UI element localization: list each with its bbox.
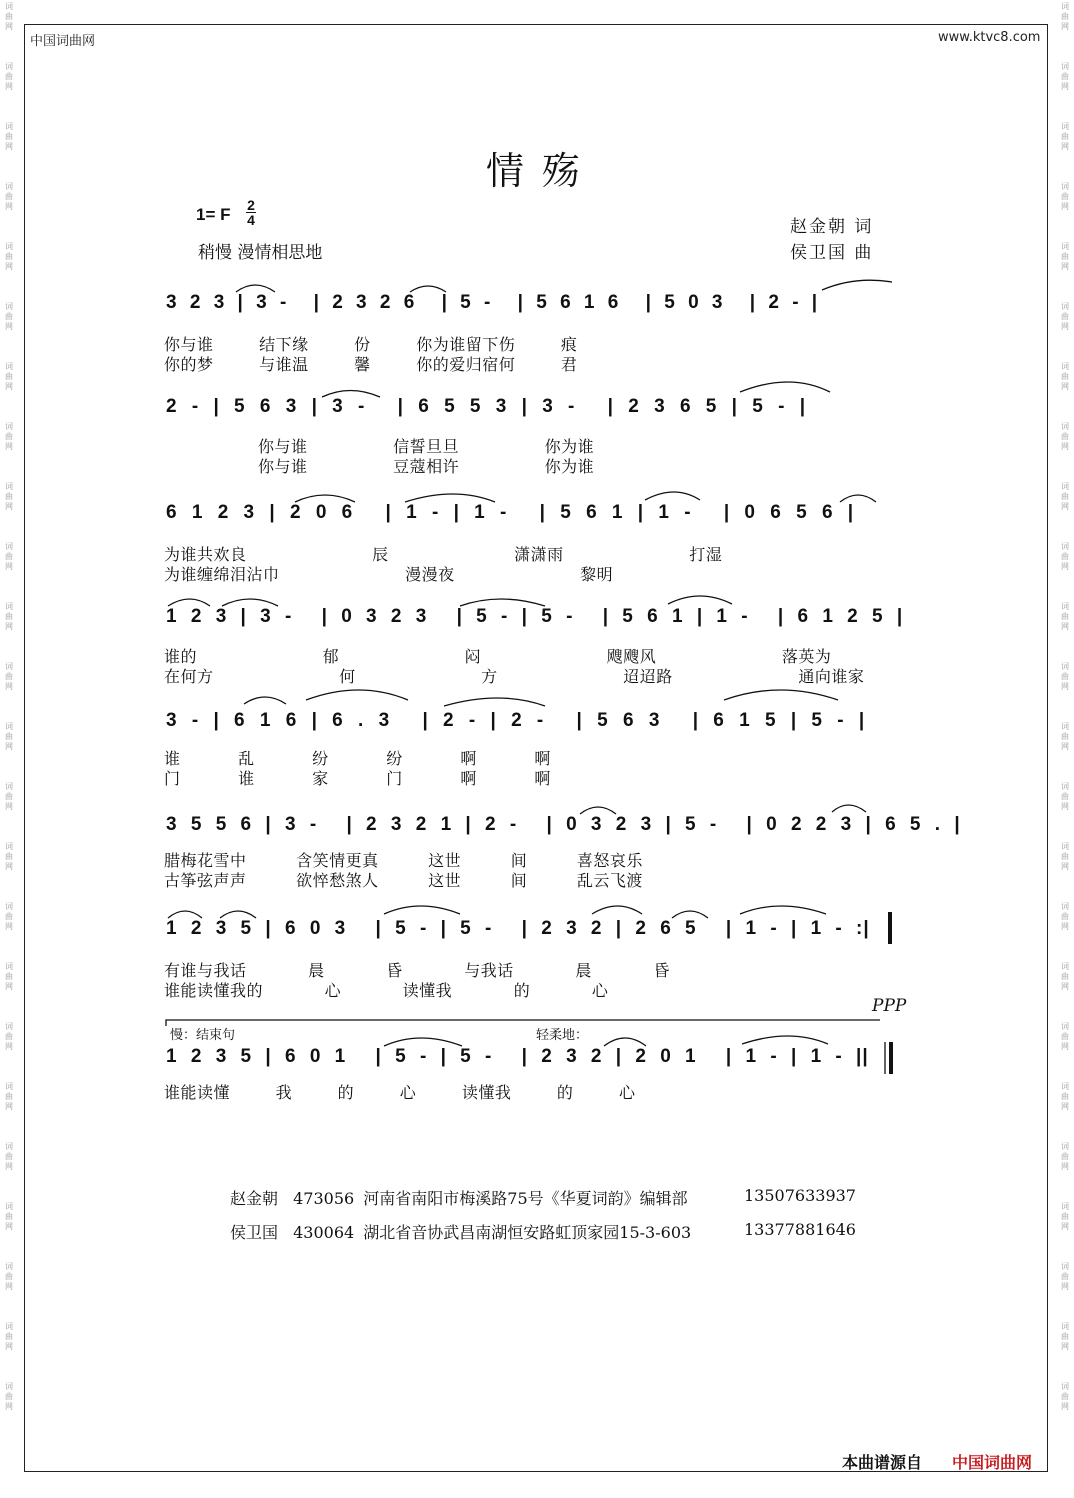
side-stamp: 词 曲 网 xyxy=(5,1082,13,1111)
measure-group: | 0 3 2 3 xyxy=(321,606,428,627)
side-stamp: 词 曲 网 xyxy=(1061,1082,1069,1111)
notation-row-5 xyxy=(166,710,865,732)
time-bottom: 4 xyxy=(247,212,255,228)
tie-arc xyxy=(168,911,202,918)
lyric-row-1-verse-2: 你的梦 与谁温 馨 你的爱归宿何 君 xyxy=(164,355,578,374)
key-signature: 1= F xyxy=(196,205,231,224)
side-stamp: 词 曲 网 xyxy=(1061,662,1069,691)
measure-group: | 5 0 3 xyxy=(645,292,724,313)
side-stamp: 词 曲 网 xyxy=(5,482,13,511)
side-stamp: 词 曲 网 xyxy=(5,242,13,271)
measure-group: 3 2 3 | 3 - xyxy=(166,292,288,313)
notation-row-7 xyxy=(166,918,870,940)
notation-row-8 xyxy=(166,1046,869,1068)
tie-arc xyxy=(840,495,876,502)
measure-group: | 5 6 1 6 xyxy=(517,292,620,313)
site-url-right[interactable]: www.ktvc8.com xyxy=(938,30,1041,45)
measure-group: | 1 - | 1 - xyxy=(385,502,508,523)
tie-arc xyxy=(384,1038,462,1046)
side-stamp: 词 曲 网 xyxy=(5,602,13,631)
measure-group: | 2 - | 2 - xyxy=(422,710,545,731)
tie-arc xyxy=(460,599,545,606)
measure-group: | 2 - | xyxy=(749,292,819,313)
side-stamp: 词 曲 网 xyxy=(1061,1322,1069,1351)
composer-credit: 侯卫国 曲 xyxy=(790,243,874,263)
lyric-row-5-verse-2: 门 谁 家 门 啊 啊 xyxy=(164,769,551,788)
notation-row-3 xyxy=(166,502,854,524)
side-stamp: 词 曲 网 xyxy=(5,1142,13,1171)
side-stamp: 词 曲 网 xyxy=(5,542,13,571)
measure-group: 1 2 3 | 3 - xyxy=(166,606,293,627)
lyric-row-8: 谁能读懂 我 的 心 读懂我 的 心 xyxy=(164,1083,636,1102)
side-stamp: 词 曲 网 xyxy=(1061,1202,1069,1231)
side-stamp: 词 曲 网 xyxy=(5,1202,13,1231)
tie-arc xyxy=(220,911,256,918)
tempo-marking: 稍慢 漫情相思地 xyxy=(198,243,323,263)
measure-group: | 5 - | 5 - xyxy=(375,918,493,939)
notation-row-2 xyxy=(166,396,806,418)
tie-arc xyxy=(580,807,616,814)
tie-arc xyxy=(832,805,866,812)
side-stamp: 词 曲 网 xyxy=(1061,362,1069,391)
lyric-row-2-verse-1: 你与谁 信誓旦旦 你为谁 xyxy=(258,437,595,456)
contact-phone: 13377881646 xyxy=(744,1220,856,1239)
tie-arc xyxy=(405,494,495,502)
side-stamp: 词 曲 网 xyxy=(1061,962,1069,991)
lyric-row-3-verse-2: 为谁缠绵泪沾巾 漫漫夜 黎明 xyxy=(164,565,614,584)
measure-group: | 0 2 2 3 | 6 5 . | xyxy=(746,814,961,835)
measure-group: | 2 3 2 1 | 2 - xyxy=(346,814,518,835)
side-stamp: 词 曲 网 xyxy=(1061,182,1069,211)
lyric-row-5-verse-1: 谁 乱 纷 纷 啊 啊 xyxy=(164,749,551,768)
side-stamp: 词 曲 网 xyxy=(5,1382,13,1411)
tie-arc xyxy=(236,285,275,292)
side-stamp: 词 曲 网 xyxy=(1061,242,1069,271)
side-stamp: 词 曲 网 xyxy=(1061,422,1069,451)
side-stamp: 词 曲 网 xyxy=(5,1322,13,1351)
tie-arc xyxy=(444,698,545,706)
measure-group: | 5 6 3 xyxy=(576,710,661,731)
side-stamp: 词 曲 网 xyxy=(1061,302,1069,331)
measure-group: | 1 - | 1 - :| xyxy=(725,918,870,939)
tie-arc xyxy=(740,906,826,914)
measure-group: | 2 3 2 6 xyxy=(313,292,416,313)
lyric-row-6-verse-2: 古筝弦声声 欲悴愁煞人 这世 间 乱云飞渡 xyxy=(164,871,643,890)
contact-name: 侯卫国 xyxy=(230,1223,279,1242)
side-stamp: 词 曲 网 xyxy=(1061,542,1069,571)
lyric-row-4-verse-2: 在何方 何 方 迢迢路 通向谁家 xyxy=(164,667,865,686)
measure-group: | 0 3 2 3 | 5 - xyxy=(546,814,718,835)
lyric-row-2-verse-2: 你与谁 豆蔻相许 你为谁 xyxy=(258,457,595,476)
measure-group: | 0 6 5 6 | xyxy=(723,502,855,523)
site-name-left[interactable]: 中国词曲网 xyxy=(30,34,96,49)
contact-address: 河南省南阳市梅溪路75号《华夏词韵》编辑部 xyxy=(363,1189,688,1208)
tie-arc xyxy=(306,690,408,700)
lyric-row-7-verse-1: 有谁与我话 晨 昏 与我话 晨 昏 xyxy=(164,961,670,980)
tie-arc xyxy=(592,906,642,914)
side-stamp: 词 曲 网 xyxy=(5,182,13,211)
side-stamp: 词 曲 网 xyxy=(5,902,13,931)
side-stamp: 词 曲 网 xyxy=(1061,1382,1069,1411)
tie-arc xyxy=(295,495,355,502)
measure-group: | 2 3 2 | 2 0 1 xyxy=(521,1046,697,1067)
measure-group: | 1 - | 1 - || xyxy=(725,1046,869,1067)
measure-group: 3 5 5 6 | 3 - xyxy=(166,814,318,835)
source-site-link[interactable]: 中国词曲网 xyxy=(952,1453,1033,1472)
side-stamp: 词 曲 网 xyxy=(5,782,13,811)
side-stamp: 词 曲 网 xyxy=(1061,602,1069,631)
side-stamp: 词 曲 网 xyxy=(1061,842,1069,871)
contact-name: 赵金朝 xyxy=(230,1189,279,1208)
side-stamp: 词 曲 网 xyxy=(5,362,13,391)
tie-arc xyxy=(244,697,286,704)
measure-group: 1 2 3 5 | 6 0 3 xyxy=(166,918,347,939)
side-stamp: 词 曲 网 xyxy=(5,2,13,31)
measure-group: | 5 - | 5 - xyxy=(456,606,574,627)
lyric-row-1-verse-1: 你与谁 结下缘 份 你为谁留下伤 痕 xyxy=(164,335,578,354)
lyric-row-7-verse-2: 谁能读懂我的 心 读懂我 的 心 xyxy=(164,981,609,1000)
side-stamp: 词 曲 网 xyxy=(1061,122,1069,151)
measure-group: 6 1 2 3 | 2 0 6 xyxy=(166,502,354,523)
contact-phone: 13507633937 xyxy=(744,1186,856,1205)
measure-group: | 5 - xyxy=(441,292,492,313)
side-stamp: 词 曲 网 xyxy=(1061,902,1069,931)
tie-arc xyxy=(384,906,460,914)
side-stamp: 词 曲 网 xyxy=(1061,1142,1069,1171)
side-stamp: 词 曲 网 xyxy=(5,662,13,691)
lyricist-credit: 赵金朝 词 xyxy=(790,217,874,237)
lyric-row-6-verse-1: 腊梅花雪中 含笑情更真 这世 间 喜怒哀乐 xyxy=(164,851,643,870)
measure-group: | 5 6 1 | 1 - xyxy=(602,606,749,627)
tie-arc xyxy=(668,596,732,604)
notation-row-6 xyxy=(166,814,961,836)
tie-arc xyxy=(168,599,210,606)
dynamic-marking: PPP xyxy=(872,996,907,1016)
tie-arc xyxy=(645,492,700,500)
side-stamp: 词 曲 网 xyxy=(1061,482,1069,511)
tie-arc xyxy=(604,1038,646,1046)
tie-arc xyxy=(724,690,838,700)
volta-line xyxy=(166,1020,880,1026)
contact-composer xyxy=(230,1220,856,1243)
tie-arc xyxy=(740,382,830,392)
side-stamp: 词 曲 网 xyxy=(5,962,13,991)
side-stamp: 词 曲 网 xyxy=(1061,62,1069,91)
song-title: 情殇 xyxy=(486,149,599,193)
contact-postcode: 473056 xyxy=(293,1189,355,1208)
side-stamp: 词 曲 网 xyxy=(1061,1262,1069,1291)
measure-group: 3 - | 6 1 6 | 6 . 3 xyxy=(166,710,391,731)
source-label: 本曲谱源自 xyxy=(842,1453,923,1472)
contact-postcode: 430064 xyxy=(293,1223,355,1242)
measure-group: | 6 5 5 3 | 3 - xyxy=(397,396,576,417)
side-stamp: 词 曲 网 xyxy=(5,62,13,91)
side-stamp: 词 曲 网 xyxy=(5,842,13,871)
measure-group: | 6 1 5 | 5 - | xyxy=(692,710,866,731)
side-stamp: 词 曲 网 xyxy=(1061,722,1069,751)
soft-label: 轻柔地： xyxy=(536,1028,589,1043)
measure-group: | 2 3 2 | 2 6 5 xyxy=(521,918,697,939)
side-stamp: 词 曲 网 xyxy=(5,302,13,331)
lyric-row-3-verse-1: 为谁共欢良 辰 潇潇雨 打湿 xyxy=(164,545,723,564)
measure-group: 2 - | 5 6 3 | 3 - xyxy=(166,396,366,417)
side-stamp: 词 曲 网 xyxy=(5,122,13,151)
ending-label: 慢：结束句 xyxy=(170,1028,236,1043)
side-stamp: 词 曲 网 xyxy=(5,422,13,451)
lyric-row-4-verse-1: 谁的 郁 闷 飕飕风 落英为 xyxy=(164,647,832,666)
measure-group: | 2 3 6 5 | 5 - | xyxy=(607,396,807,417)
tie-arc xyxy=(672,911,708,918)
measure-group: 1 2 3 5 | 6 0 1 xyxy=(166,1046,347,1067)
side-stamp: 词 曲 网 xyxy=(1061,1022,1069,1051)
side-stamp: 词 曲 网 xyxy=(5,722,13,751)
measure-group: | 5 6 1 | 1 - xyxy=(539,502,692,523)
measure-group: | 6 1 2 5 | xyxy=(777,606,904,627)
side-stamp: 词 曲 网 xyxy=(5,1262,13,1291)
side-stamp: 词 曲 网 xyxy=(1061,782,1069,811)
tie-arc xyxy=(222,599,278,606)
side-stamp: 词 曲 网 xyxy=(5,1022,13,1051)
measure-group: | 5 - | 5 - xyxy=(375,1046,493,1067)
time-top: 2 xyxy=(247,197,255,213)
notation-row-1 xyxy=(166,292,818,314)
side-stamp: 词 曲 网 xyxy=(1061,2,1069,31)
tie-arc xyxy=(822,280,892,290)
tie-arc xyxy=(742,1036,828,1044)
contact-address: 湖北省音协武昌南湖恒安路虹顶家园15-3-603 xyxy=(363,1223,692,1242)
notation-row-4 xyxy=(166,606,903,628)
contact-lyricist xyxy=(230,1186,856,1209)
